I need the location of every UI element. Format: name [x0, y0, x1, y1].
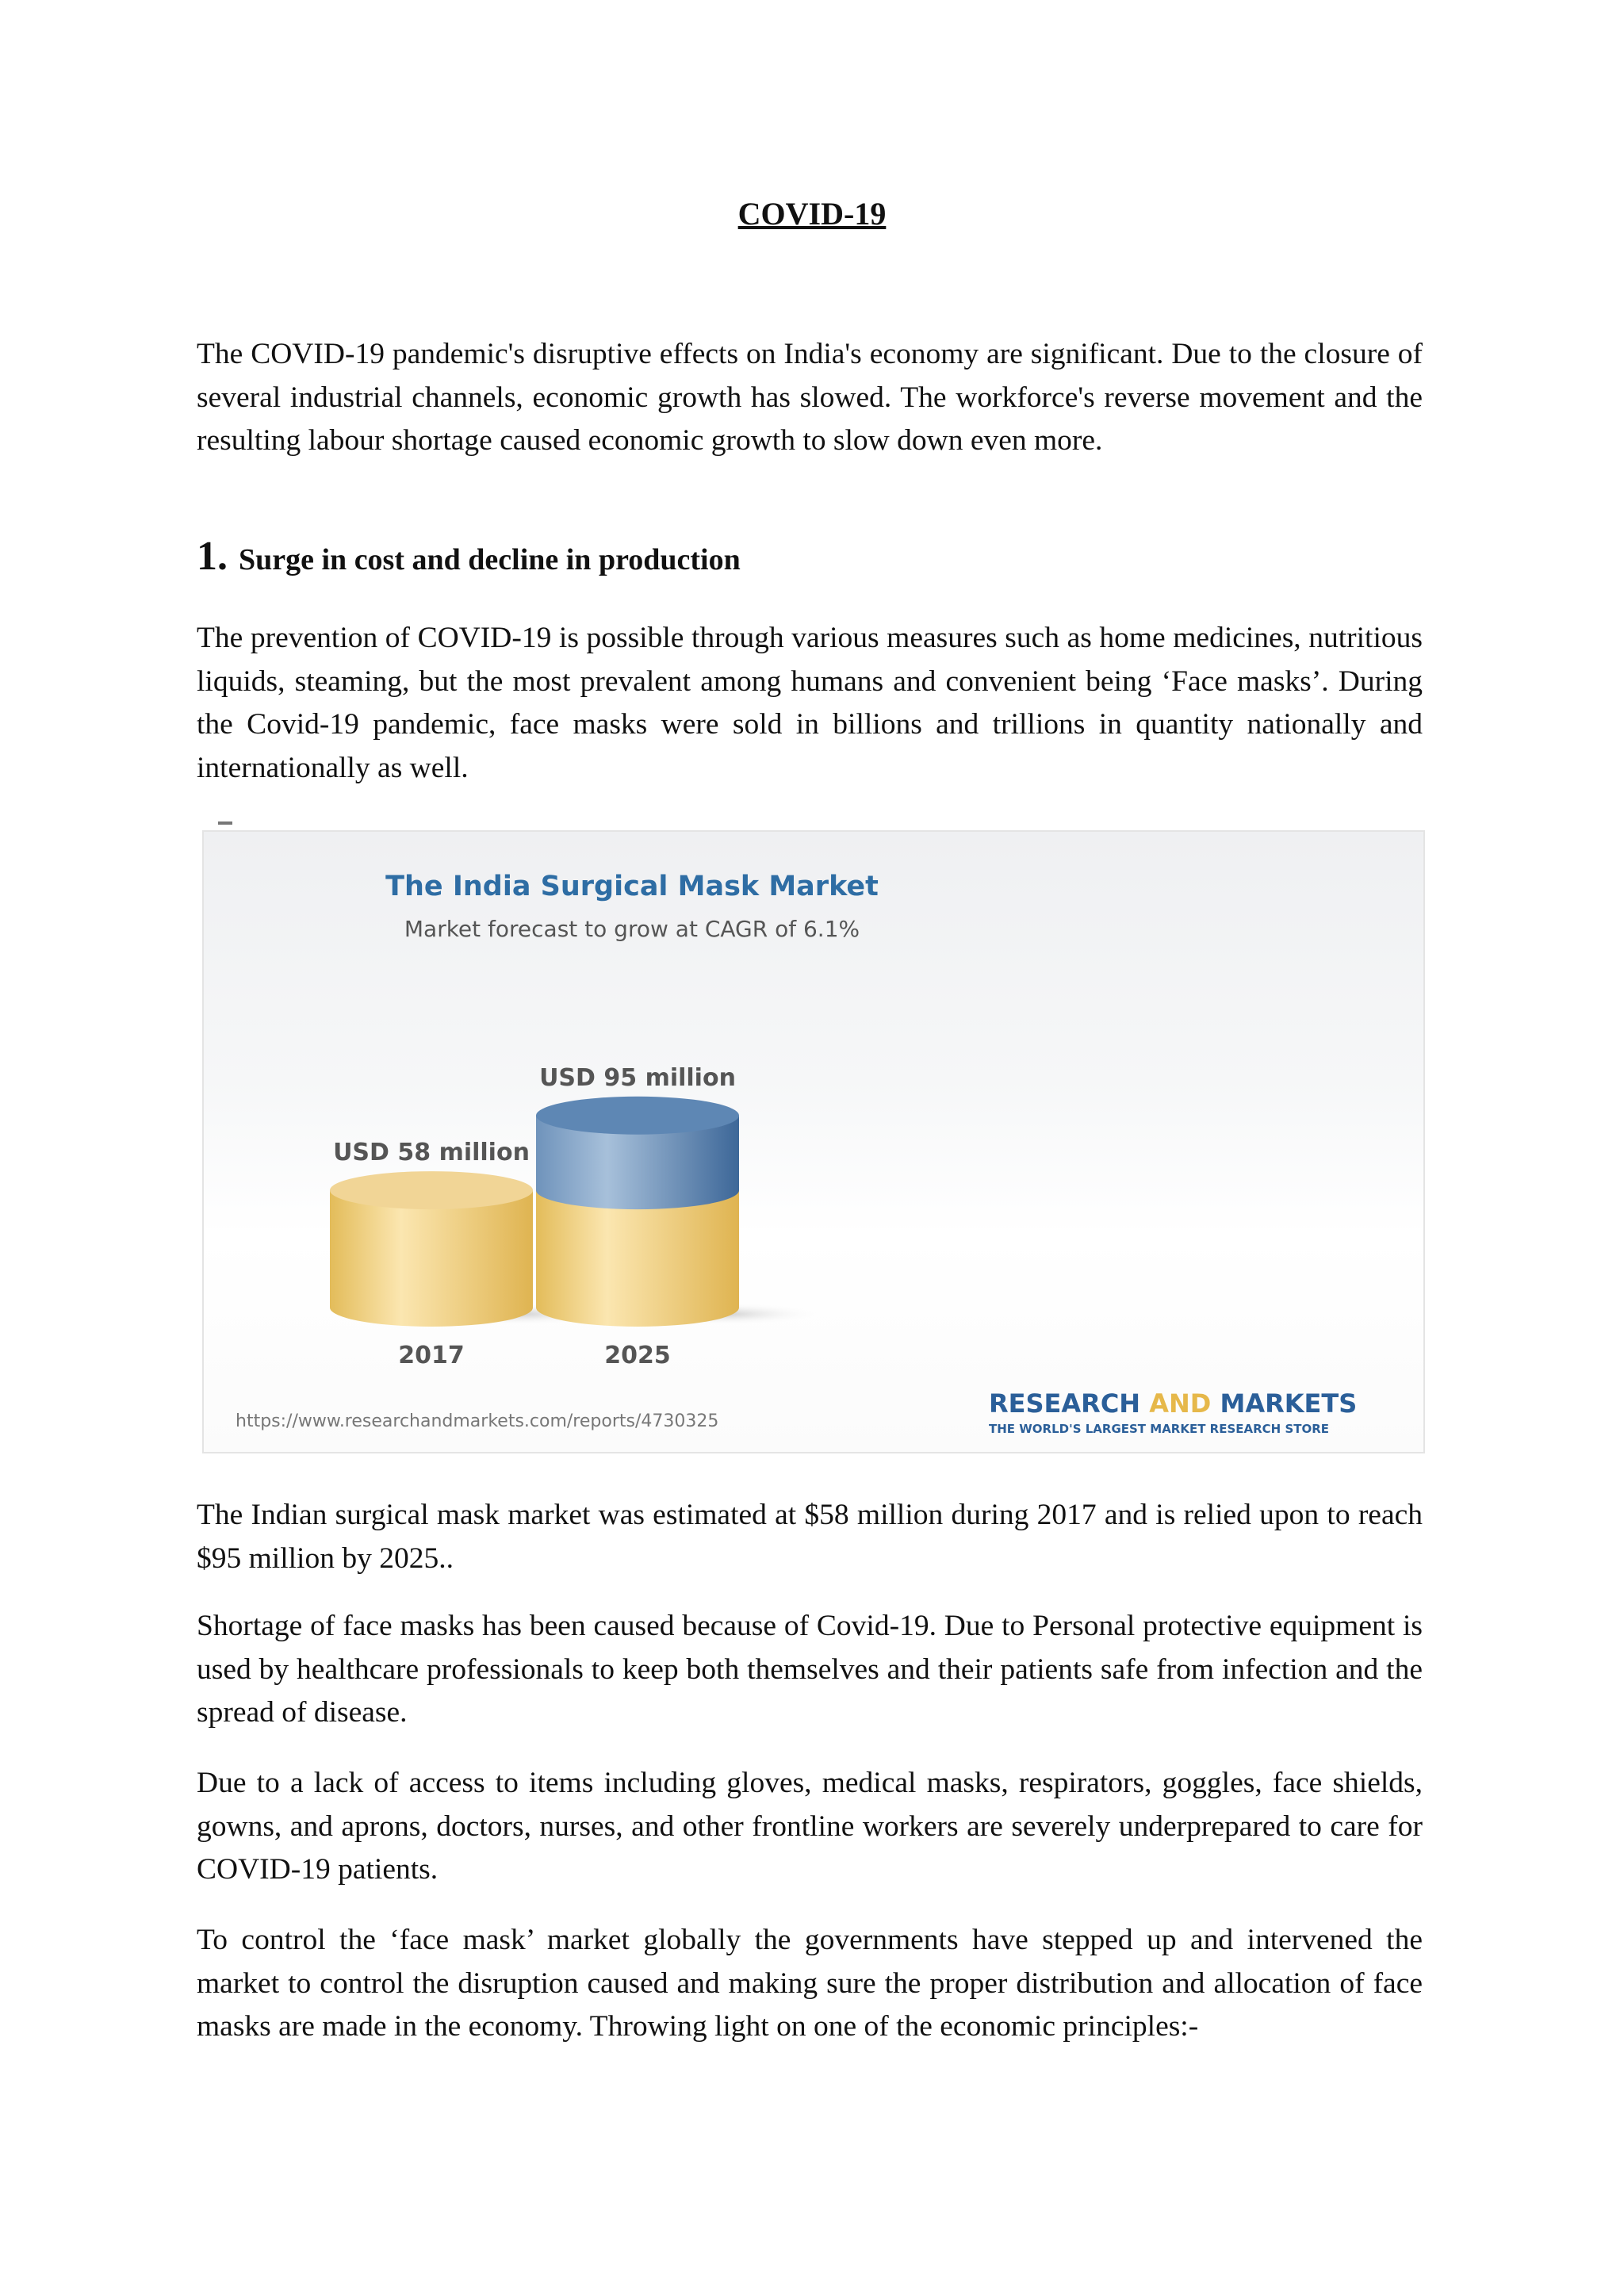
intro-paragraph: The COVID-19 pandemic's disruptive effects on India's economy are significant. Due to the closure of several industrial channels, economic growth has slowed. The workforce's reverse movement and the resulting labour shortage caused economic growth to slow down even more. [197, 338, 1423, 457]
section-number: 1. [197, 534, 228, 579]
chart-svg [204, 832, 1427, 1455]
bar-2025-base-segment [536, 1190, 739, 1327]
category-label-2017: 2017 [398, 1342, 465, 1369]
brand-part-2: AND [1149, 1388, 1212, 1419]
brand-logo [989, 1388, 1357, 1419]
brand-tagline: THE WORLD'S LARGEST MARKET RESEARCH STORE [989, 1422, 1330, 1436]
chart-source-url: https://www.researchandmarkets.com/reports/4730325 [236, 1411, 719, 1431]
chart-subtitle: Market forecast to grow at CAGR of 6.1% [404, 916, 860, 942]
category-label-2025: 2025 [604, 1342, 671, 1369]
government-paragraph: To control the ‘face mask’ market globally the governments have stepped up and intervened the market to control the disruption caused and making sure the proper distribution and allocation of face masks are made in the economy. Throwing light on one of the economic principles:- [197, 1924, 1423, 2043]
bar-top-2025 [536, 1097, 739, 1135]
image-artifact-dash [218, 821, 232, 825]
bar-2017 [330, 1190, 533, 1327]
section-title: Surge in cost and decline in production [239, 543, 741, 576]
section-heading [197, 533, 741, 580]
bar-top-2017 [330, 1171, 533, 1209]
ppe-paragraph: Due to a lack of access to items including gloves, medical masks, respirators, goggles, face shields, gowns, and aprons, doctors, nurses, and other frontline workers are severely underprepared to care for COVID-19 patients. [197, 1767, 1423, 1886]
brand-part-1: RESEARCH [989, 1388, 1150, 1419]
data-label-2017: USD 58 million [333, 1139, 530, 1167]
brand-part-3: MARKETS [1211, 1388, 1358, 1419]
data-label-2025: USD 95 million [539, 1063, 736, 1092]
document-title: COVID-19 [737, 196, 887, 232]
bars-layer [330, 1064, 820, 1369]
mask-market-chart [202, 830, 1425, 1453]
masks-paragraph: The prevention of COVID-19 is possible through various measures such as home medicines, nutritious liquids, steaming, but the most prevalent among humans and convenient being ‘Face masks’. During the Covid-19 pandemic, face masks were sold in billions and trillions in quantity nationally and internationally as well. [197, 622, 1423, 784]
chart-title: The India Surgical Mask Market [385, 871, 879, 902]
shortage-paragraph: Shortage of face masks has been caused because of Covid-19. Due to Personal protective equipment is used by healthcare professionals to keep both themselves and their patients safe from infection and the spread of disease. [197, 1610, 1423, 1729]
market-size-paragraph: The Indian surgical mask market was estimated at $58 million during 2017 and is relied upon to reach $95 million by 2025.. [197, 1499, 1423, 1575]
